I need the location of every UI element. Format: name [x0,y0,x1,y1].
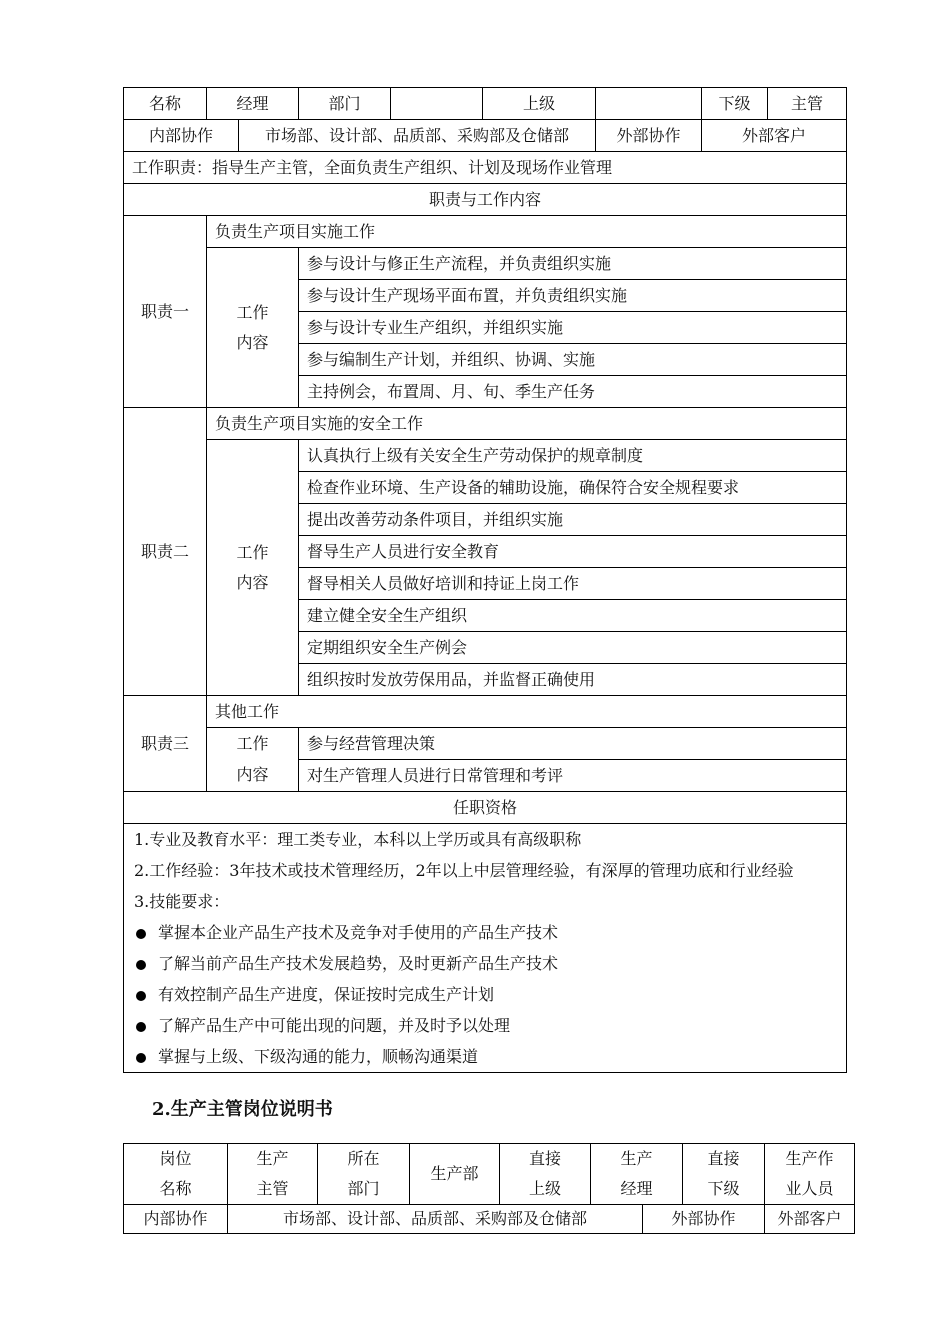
value-internal-collab: 市场部、设计部、品质部、采购部及仓储部 [239,120,596,152]
t2-label-post-name: 岗位 名称 [124,1144,228,1205]
job-description-table-supervisor [123,1143,855,1234]
t2-value-external-collab: 外部客户 [765,1205,855,1234]
label-superior: 上级 [483,88,596,120]
value-name: 经理 [207,88,299,120]
duty-2-name: 职责二 [124,408,207,696]
duty-3-item: 对生产管理人员进行日常管理和考评 [299,760,847,792]
duty-2-item: 建立健全安全生产组织 [299,600,847,632]
t2-value-direct-superior: 生产 经理 [591,1144,683,1205]
bullet-icon [136,960,146,970]
t2-value-post-name: 生产 主管 [228,1144,318,1205]
skill-item [134,948,836,979]
t2-label-direct-superior: 直接 上级 [500,1144,591,1205]
t2-header-row-1 [124,1144,855,1205]
t2-value-direct-subordinate: 生产作 业人员 [765,1144,855,1205]
duty-summary: 工作职责：指导生产主管，全面负责生产组织、计划及现场作业管理 [124,152,847,184]
duty-2-work-content-label [207,440,299,696]
duty-2-item: 组织按时发放劳保用品，并监督正确使用 [299,664,847,696]
duty-2-item: 提出改善劳动条件项目，并组织实施 [299,504,847,536]
t2-header-row-2 [124,1205,855,1234]
duty-2-title: 负责生产项目实施的安全工作 [207,408,847,440]
t2-value-department: 生产部 [410,1144,500,1205]
skill-text: 了解产品生产中可能出现的问题，并及时予以处理 [158,1016,511,1035]
job-description-table-manager [123,87,847,1073]
duty-1-work-content-label [207,248,299,408]
value-subordinate: 主管 [768,88,847,120]
value-external-collab: 外部客户 [702,120,847,152]
header-row-2 [124,120,847,152]
work-label: 工作 [236,302,269,322]
skill-text: 掌握与上级、下级沟通的能力，顺畅沟通渠道 [158,1047,479,1066]
qualification-education: 1.专业及教育水平：理工类专业，本科以上学历或具有高级职称 [134,830,582,849]
duty-2-item: 定期组织安全生产例会 [299,632,847,664]
skill-item [134,1010,836,1041]
bullet-icon [136,991,146,1001]
bullet-icon [136,1053,146,1063]
t2-value-internal-collab: 市场部、设计部、品质部、采购部及仓储部 [228,1205,643,1234]
qualifications-header: 任职资格 [124,792,847,824]
duty-3-item: 参与经营管理决策 [299,728,847,760]
duty-2-item: 认真执行上级有关安全生产劳动保护的规章制度 [299,440,847,472]
duty-1-item: 参与设计与修正生产流程，并负责组织实施 [299,248,847,280]
work-label: 工作 [207,728,299,760]
duties-header: 职责与工作内容 [124,184,847,216]
content-label: 内容 [236,572,269,592]
work-label: 工作 [236,542,269,562]
bullet-icon [136,929,146,939]
bullet-icon [136,1022,146,1032]
skill-item [134,1041,836,1072]
duty-1-item: 参与编制生产计划，并组织、协调、实施 [299,344,847,376]
duty-2-item: 督导生产人员进行安全教育 [299,536,847,568]
label-external-collab: 外部协作 [596,120,702,152]
label-name: 名称 [124,88,207,120]
duty-1-item: 参与设计生产现场平面布置，并负责组织实施 [299,280,847,312]
label-subordinate: 下级 [702,88,768,120]
duty-2-item: 检查作业环境、生产设备的辅助设施，确保符合安全规程要求 [299,472,847,504]
t2-label-department: 所在 部门 [318,1144,410,1205]
section-2-title: 2.生产主管岗位说明书 [152,1099,333,1120]
label-department: 部门 [299,88,391,120]
qualification-skills-heading: 3.技能要求： [134,892,230,911]
skill-text: 掌握本企业产品生产技术及竞争对手使用的产品生产技术 [158,923,559,942]
duty-2-item: 督导相关人员做好培训和持证上岗工作 [299,568,847,600]
header-row-1 [124,88,847,120]
t2-label-internal-collab: 内部协作 [124,1205,228,1234]
duty-3-title: 其他工作 [207,696,847,728]
duty-1-title: 负责生产项目实施工作 [207,216,847,248]
t2-label-direct-subordinate: 直接 下级 [683,1144,765,1205]
skill-item [134,917,836,948]
qualification-experience: 2.工作经验：3年技术或技术管理经历，2年以上中层管理经验，有深厚的管理功底和行业经验 [134,861,794,880]
duty-1-item: 主持例会，布置周、月、旬、季生产任务 [299,376,847,408]
duty-1-name: 职责一 [124,216,207,408]
content-label: 内容 [207,760,299,792]
duty-1-item: 参与设计专业生产组织，并组织实施 [299,312,847,344]
duty-3-name: 职责三 [124,696,207,792]
skill-item [134,979,836,1010]
t2-label-external-collab: 外部协作 [643,1205,765,1234]
skill-text: 有效控制产品生产进度，保证按时完成生产计划 [158,985,495,1004]
qualifications-cell [124,824,847,1073]
content-label: 内容 [236,332,269,352]
label-internal-collab: 内部协作 [124,120,239,152]
value-superior [596,88,702,120]
value-department [391,88,483,120]
skill-text: 了解当前产品生产技术发展趋势，及时更新产品生产技术 [158,954,559,973]
